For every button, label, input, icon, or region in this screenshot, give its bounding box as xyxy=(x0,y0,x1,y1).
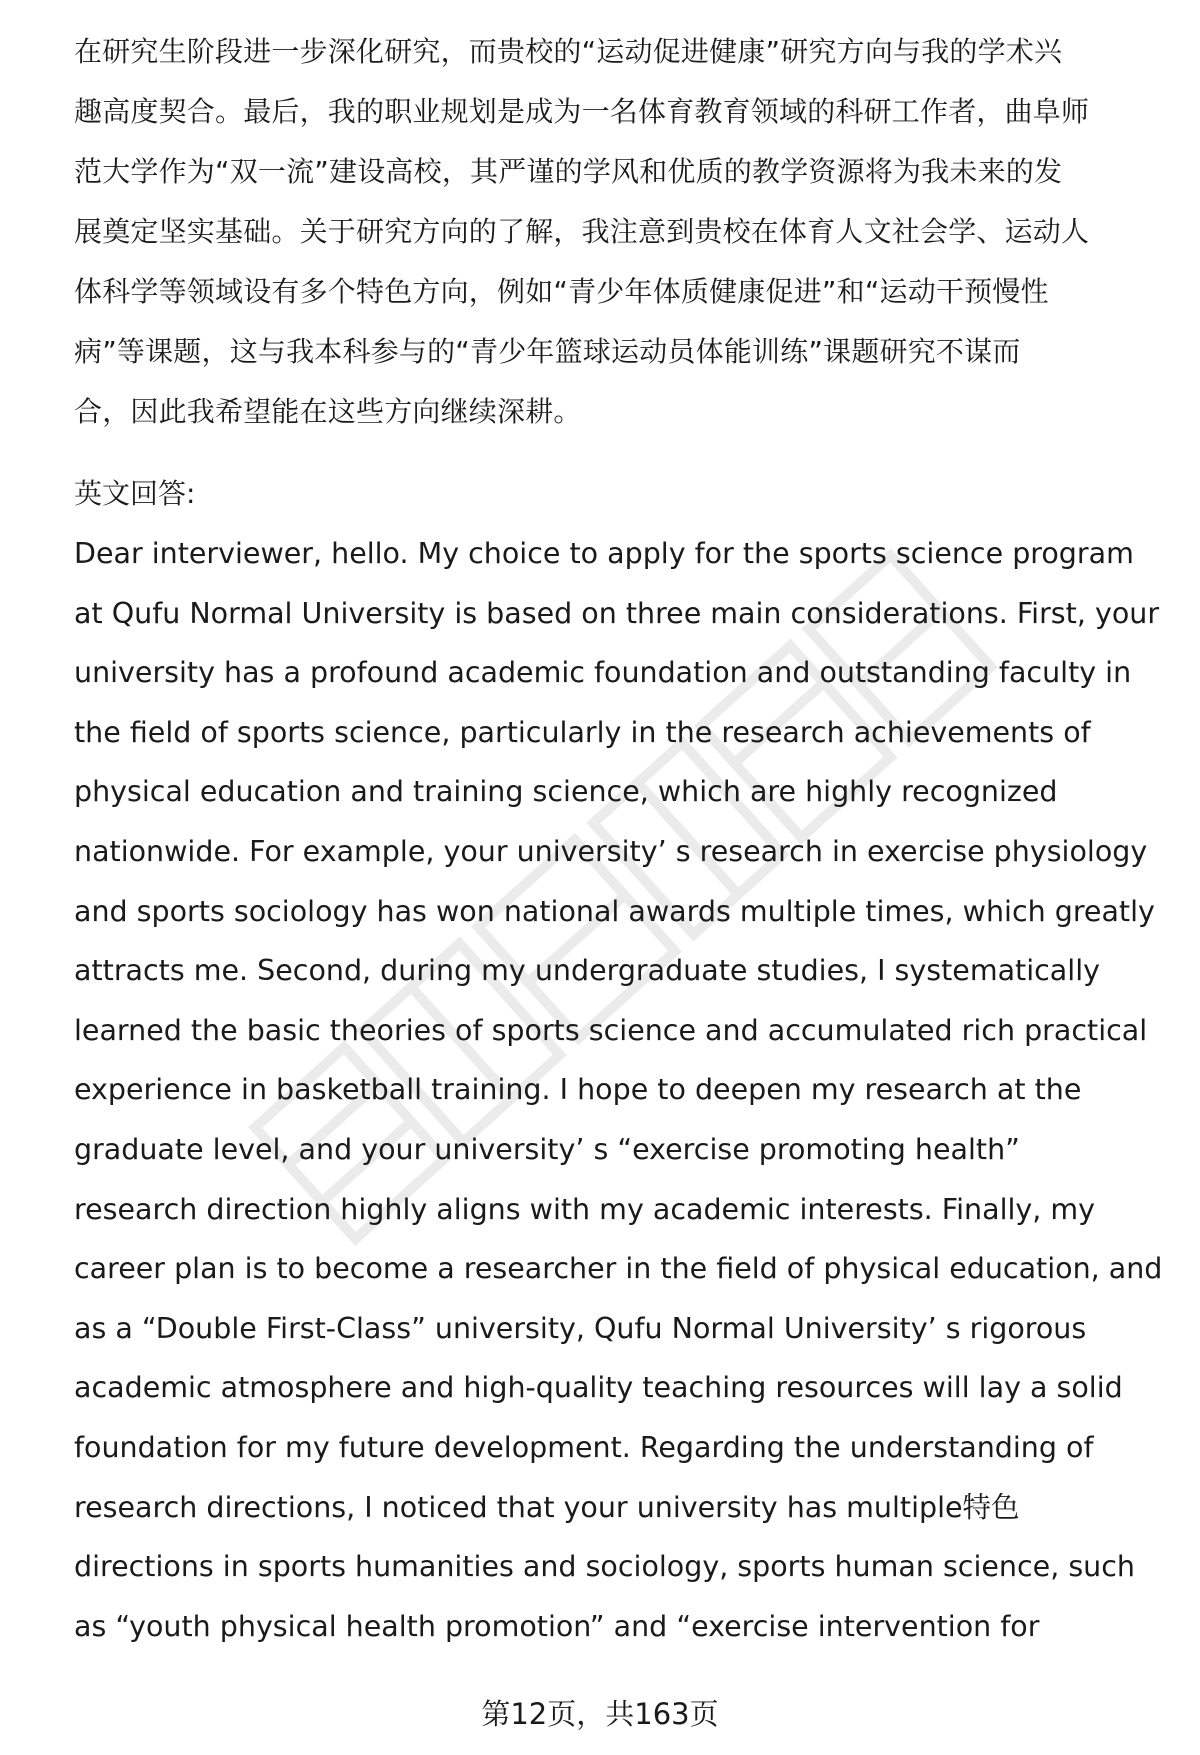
chinese-answer-line: 范大学作为“双一流”建设高校，其严谨的学风和优质的教学资源将为我未来的发 xyxy=(74,155,1063,188)
page-content xyxy=(74,22,1163,1656)
english-answer-line: physical education and training science, which are highly recognized xyxy=(74,775,1058,809)
english-answer-line: career plan is to become a researcher in the field of physical education, and xyxy=(74,1252,1163,1286)
english-answer-line: as “youth physical health promotion” and “exercise intervention for xyxy=(74,1609,1040,1643)
english-answer-line: the field of sports science, particularly in the research achievements of xyxy=(74,715,1091,749)
english-answer-line: foundation for my future development. Regarding the understanding of xyxy=(74,1430,1094,1464)
chinese-answer-paragraph xyxy=(74,22,1154,442)
chinese-answer-line: 趣高度契合。最后，我的职业规划是成为一名体育教育领域的科研工作者，曲阜师 xyxy=(74,95,1090,128)
english-answer-line: attracts me. Second, during my undergraduate studies, I systematically xyxy=(74,954,1100,988)
english-answer-line: research direction highly aligns with my academic interests. Finally, my xyxy=(74,1192,1096,1226)
english-answer-line: and sports sociology has won national awards multiple times, which greatly xyxy=(74,894,1155,928)
chinese-answer-line: 体科学等领域设有多个特色方向，例如“青少年体质健康促进”和“运动干预慢性 xyxy=(74,275,1049,308)
english-answer-line: academic atmosphere and high-quality teaching resources will lay a solid xyxy=(74,1371,1123,1405)
chinese-answer-line: 合，因此我希望能在这些方向继续深耕。 xyxy=(74,395,582,428)
english-answer-heading: 英文回答: xyxy=(74,477,196,510)
chinese-answer-line: 在研究生阶段进一步深化研究，而贵校的“运动促进健康”研究方向与我的学术兴 xyxy=(74,35,1063,68)
page-number-footer: 第12页，共163页 xyxy=(481,1697,719,1731)
english-answer-line: at Qufu Normal University is based on three main considerations. First, your xyxy=(74,596,1160,630)
english-answer-line: Dear interviewer, hello. My choice to apply for the sports science program xyxy=(74,537,1134,570)
chinese-answer-line: 展奠定坚实基础。关于研究方向的了解，我注意到贵校在体育人文社会学、运动人 xyxy=(74,215,1090,248)
english-answer-line: as a “Double First-Class” university, Qufu Normal University’ s rigorous xyxy=(74,1311,1087,1345)
english-answer-line: learned the basic theories of sports science and accumulated rich practical xyxy=(74,1013,1148,1047)
english-answer-line: graduate level, and your university’ s “exercise promoting health” xyxy=(74,1132,1020,1166)
english-answer-line: directions in sports humanities and sociology, sports human science, such xyxy=(74,1550,1135,1584)
english-answer-line: university has a profound academic foundation and outstanding faculty in xyxy=(74,656,1132,690)
english-answer-line: nationwide. For example, your university’ s research in exercise physiology xyxy=(74,834,1148,868)
english-answer-line: experience in basketball training. I hope to deepen my research at the xyxy=(74,1073,1082,1107)
chinese-answer-line: 病”等课题，这与我本科参与的“青少年篮球运动员体能训练”课题研究不谋而 xyxy=(74,335,1021,368)
english-answer-paragraph xyxy=(74,524,1163,1656)
english-answer-line: research directions, I noticed that your university has multiple特色 xyxy=(74,1490,1020,1524)
